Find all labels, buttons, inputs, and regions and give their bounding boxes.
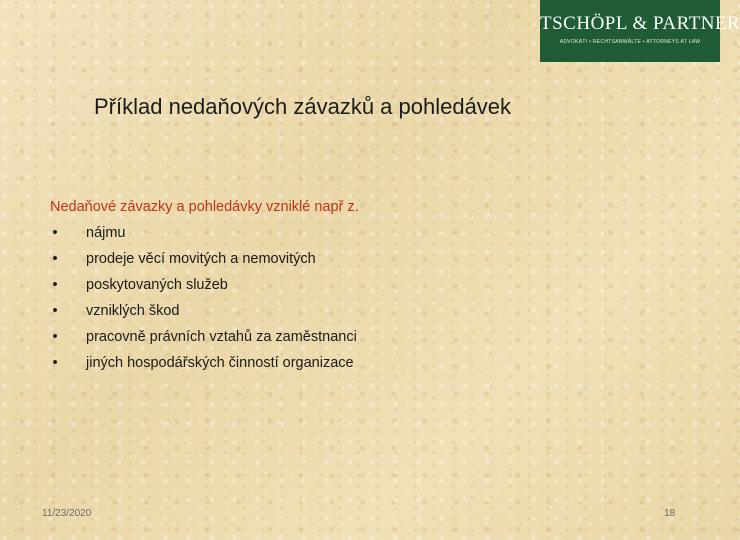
list-item-text: nájmu [86, 225, 126, 241]
bullet-icon: • [52, 225, 58, 241]
logo-name: TSCHÖPL & PARTNER [540, 13, 740, 34]
bullet-list [50, 220, 359, 376]
page-number: 18 [664, 508, 676, 519]
list-item [50, 220, 359, 246]
footer-date: 11/23/2020 [42, 508, 92, 519]
list-item-text: vzniklých škod [86, 303, 180, 319]
slide-content [50, 194, 359, 376]
bullet-icon: • [52, 303, 58, 319]
list-item-text: jiných hospodářských činností organizace [86, 355, 354, 371]
list-item [50, 324, 359, 350]
list-item [50, 350, 359, 376]
bullet-icon: • [52, 251, 58, 267]
bullet-icon: • [52, 277, 58, 293]
bullet-icon: • [52, 355, 58, 371]
slide-title: Příklad nedaňových závazků a pohledávek [94, 94, 512, 119]
logo-tagline: ADVOKÁTI • RECHTSANWÄLTE • ATTORNEYS AT LAW [559, 39, 701, 45]
content-heading: Nedaňové závazky a pohledávky vzniklé např z. [50, 199, 359, 215]
bullet-icon: • [52, 329, 58, 345]
list-item-text: pracovně právních vztahů za zaměstnanci [86, 329, 357, 345]
list-item-text: prodeje věcí movitých a nemovitých [86, 251, 316, 267]
list-item-text: poskytovaných služeb [86, 277, 228, 293]
company-logo [540, 0, 740, 62]
list-item [50, 246, 359, 272]
list-item [50, 272, 359, 298]
list-item [50, 298, 359, 324]
